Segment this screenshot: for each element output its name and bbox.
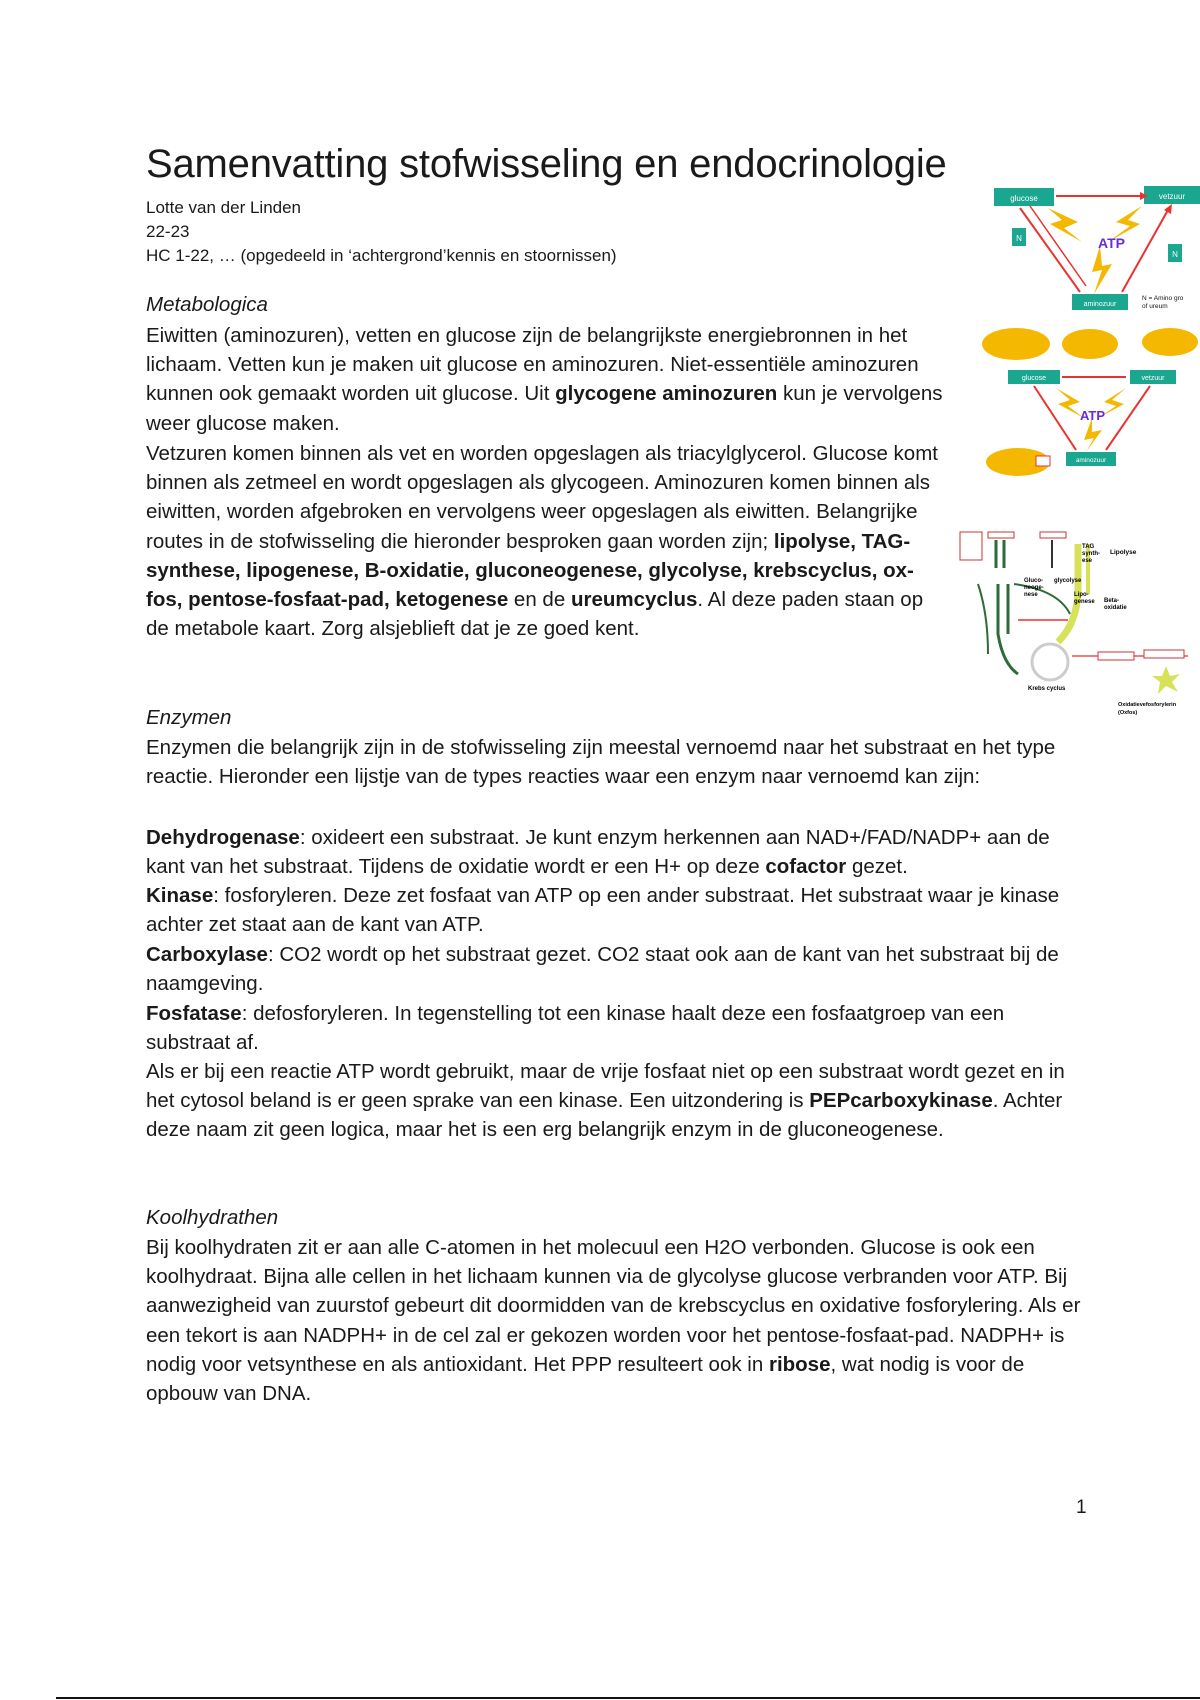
label-beta1: Beta- [1104,598,1120,604]
label-tag: TAG [1082,544,1095,550]
year: 22-23 [146,222,190,241]
label-oxfos2: (Oxfos) [1118,710,1138,716]
glucose-box-label: glucose [1010,194,1038,203]
label-glycolyse: glycolyse [1054,578,1082,584]
bold-term: ureumcyclus [570,588,698,612]
paragraph-metabologica-2: Vetzuren komen binnen als vet en worden opgeslagen als triacylglycerol. Glucose komt binnen als zetmeel en wordt opgeslagen als glycogeen. Aminozuren komen binnen als eiwitten, worden afgebroken en vervolgens weer opgeslagen als eiwitten. Belangrijke routes in de stofwisseling die hieronder besproken gaan worden zijn; lipolyse, TAG-synthese, lipogenese, B-oxidatie, gluconeogenese, glycolyse, krebscyclus, ox-fos, pentose-fosfaat-pad, ketogenese en de ureumcyclus. Al deze paden staan op de metabole kaart. Zorg alsjeblieft dat je ze goed kent. [146,442,938,641]
map-box [960,532,982,560]
page-title: Samenvatting stofwisseling en endocrinologie [146,142,947,186]
glucose-box-2-label: glucose [1021,375,1047,382]
paragraph-dehydrogenase: Dehydrogenase: oxideert een substraat. Je kunt enzym herkennen aan NAD+/FAD/NADP+ aan de kant van het substraat. Tijdens de oxidatie wordt er een H+ op deze cofactor gezet. [146,826,1050,879]
page-bottom-divider [56,1697,1200,1699]
map-box [1098,652,1134,660]
map-box [1040,532,1066,538]
label-lipolyse: Lipolyse [1110,549,1137,556]
n-label-left: N [1016,234,1022,243]
label-krebs: Krebs cyclus [1028,686,1066,692]
paragraph-enzymen-intro: Enzymen die belangrijk zijn in de stofwisseling zijn meestal vernoemd naar het substraat en het type reactie. Hieronder een lijstje van de types reacties waar een enzym naar vernoemd kan zijn: [146,736,1056,789]
label-gluco3: nese [1024,592,1038,598]
metabolic-map-diagram [958,524,1200,718]
paragraph-kinase: Kinase: fosforyleren. Deze zet fosfaat van ATP op een ander substraat. Het substraat waar je kinase achter zet staat aan de kant van ATP. [146,884,1060,937]
bold-term: glycogene aminozuren [555,382,778,406]
bold-term: Kinase [146,884,214,907]
equals-mark [1036,456,1050,466]
page-number: 1 [1076,1497,1087,1518]
paragraph-metabologica-1: Eiwitten (aminozuren), vetten en glucose zijn de belangrijkste energiebronnen in het lichaam. Vetten kun je maken uit glucose en aminozuren. Niet-essentiële aminozuren kunnen ook gemaakt worden uit glucose. Uit glycogene aminozuren kun je vervolgens weer glucose maken. [146,324,943,435]
label-tag2: synth- [1082,551,1100,557]
heading-koolhydrathen: Koolhydrathen [146,1206,279,1229]
heading-enzymen: Enzymen [146,706,232,729]
author: Lotte van der Linden [146,198,302,217]
label-gluco1: Gluco- [1024,578,1043,584]
paragraph-atp-exception: Als er bij een reactie ATP wordt gebruikt, maar de vrije fosfaat niet op een substraat wordt gezet en in het cytosol beland is er geen sprake van een kinase. Een uitzondering is PEPcarboxykinase. Achter deze naam zit geen logica, maar het is een erg belangrijk enzym in de gluconeogenese. [146,1060,1065,1142]
glycogen-ellipse [982,328,1050,360]
bold-term: ribose [768,1352,831,1376]
label-lipo2: genese [1074,599,1095,605]
n-note-line2: of ureum [1142,303,1168,310]
label-oxfos1: Oxidatievefosforylerin [1118,702,1177,708]
heading-metabologica: Metabologica [146,293,268,316]
vetzuur-box-label: vetzuur [1158,192,1186,201]
paragraph-koolhydrathen: Bij koolhydraten zit er aan alle C-atomen in het molecuul een H2O verbonden. Glucose is ook een koolhydraat. Bijna alle cellen in het lichaam kunnen via de glycolyse glucose verbranden voor ATP. Bij aanwezigheid van zuurstof gebeurt dit doormidden van de krebscyclus en oxidative fosforylering. Als er een tekort is aan NADPH+ in de cel zal er gekozen worden voor het pentose-fosfaat-pad. NADPH+ is nodig voor vetsynthese en als antioxidant. Het PPP resulteert ook in ribose, wat nodig is voor de opbouw van DNA. [146,1236,1081,1406]
center-ellipse [1062,329,1118,359]
scope: HC 1-22, … (opgedeeld in ‘achtergrond’kennis en stoornissen) [146,246,617,265]
bold-term: cofactor [765,855,847,879]
n-label-right: N [1172,250,1178,259]
bold-term: Dehydrogenase [146,826,300,849]
bold-term: lipolyse, TAG-synthese, lipogenese, B-oxidatie, gluconeogenese, glycolyse, krebscyclus, ox-fos, pentose-fosfaat-pad, ketogenese [146,529,914,612]
bold-term: Fosfatase [146,1002,242,1025]
map-box [988,532,1014,538]
atp-label: ATP [1098,235,1125,251]
n-note-line1: N = Amino gro [1142,295,1184,302]
label-gluco2: neoge- [1024,585,1044,591]
bold-term: Carboxylase [146,943,268,966]
metabolism-network-diagram [980,322,1200,482]
aminozuur-box-label: aminozuur [1083,301,1117,308]
atp-label-2: ATP [1080,408,1106,423]
right-ellipse [1142,328,1198,356]
map-box [1144,650,1184,658]
label-beta2: oxidatie [1104,605,1127,611]
label-tag3: ese [1082,558,1093,564]
vetzuur-box-2-label: vetzuur [1141,375,1165,382]
metabolism-triangle-diagram [990,176,1200,314]
label-lipo1: Lipo- [1074,592,1089,598]
paragraph-carboxylase: Carboxylase: CO2 wordt op het substraat gezet. CO2 staat ook aan de kant van het substraat bij de naamgeving. [146,943,1059,996]
bold-term: PEPcarboxykinase [809,1089,993,1113]
paragraph-fosfatase: Fosfatase: defosforyleren. In tegenstelling tot een kinase haalt deze een fosfaatgroep van een substraat af. [146,1002,1005,1055]
aminozuur-box-2-label: aminozuur [1075,457,1107,464]
